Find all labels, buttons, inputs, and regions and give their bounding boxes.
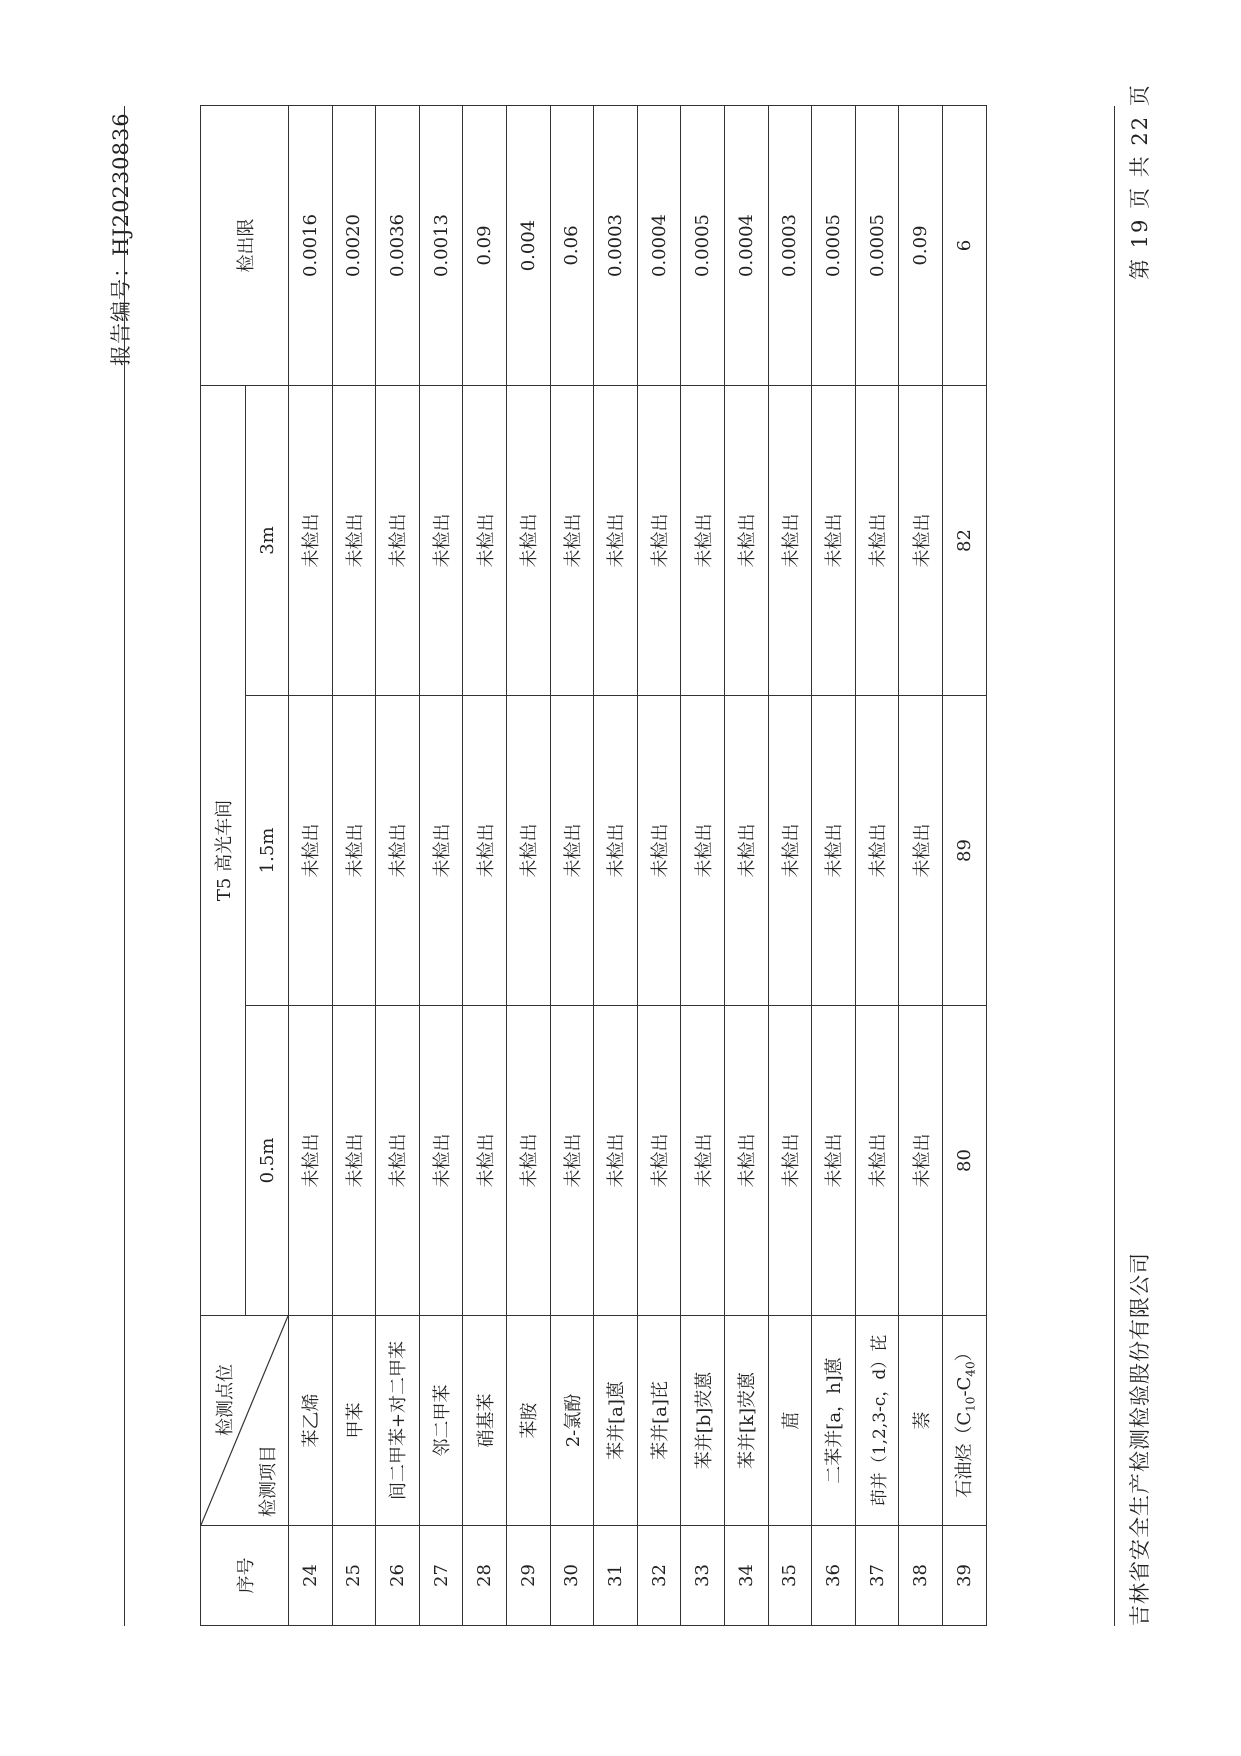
value-cell: 未检出 xyxy=(376,1006,420,1316)
value-cell: 未检出 xyxy=(855,696,899,1006)
diagonal-header-cell xyxy=(201,1316,289,1526)
table-row xyxy=(942,106,986,1626)
value-cell: 未检出 xyxy=(506,696,550,1006)
limit-cell: 0.0005 xyxy=(681,106,725,386)
value-cell: 未检出 xyxy=(594,386,638,696)
value-cell: 未检出 xyxy=(855,1006,899,1316)
seq-cell: 31 xyxy=(594,1526,638,1626)
item-cell: 苯胺 xyxy=(506,1316,550,1526)
limit-cell: 0.0013 xyxy=(419,106,463,386)
company-name: 吉林省安全生产检测检验股份有限公司 xyxy=(1128,1252,1152,1626)
table-row xyxy=(550,106,594,1626)
value-cell: 未检出 xyxy=(899,386,943,696)
table-row xyxy=(376,106,420,1626)
item-text: ） xyxy=(954,1343,976,1362)
seq-cell: 37 xyxy=(855,1526,899,1626)
limit-cell: 0.0016 xyxy=(289,106,333,386)
value-cell: 未检出 xyxy=(637,386,681,696)
value-cell: 89 xyxy=(942,696,986,1006)
footer-rule xyxy=(1114,106,1115,1626)
value-cell: 未检出 xyxy=(463,1006,507,1316)
value-cell: 未检出 xyxy=(550,696,594,1006)
seq-cell: 25 xyxy=(332,1526,376,1626)
limit-cell: 0.09 xyxy=(899,106,943,386)
seq-cell: 38 xyxy=(899,1526,943,1626)
value-cell: 未检出 xyxy=(899,1006,943,1316)
table-row xyxy=(594,106,638,1626)
group-header: T5 高光车间 xyxy=(201,386,246,1316)
seq-cell: 24 xyxy=(289,1526,333,1626)
value-cell: 未检出 xyxy=(637,696,681,1006)
seq-cell: 32 xyxy=(637,1526,681,1626)
limit-cell: 6 xyxy=(942,106,986,386)
limit-cell: 0.0005 xyxy=(812,106,856,386)
value-cell: 未检出 xyxy=(812,1006,856,1316)
limit-cell: 0.0004 xyxy=(724,106,768,386)
results-table xyxy=(200,105,987,1626)
value-cell: 未检出 xyxy=(550,1006,594,1316)
item-cell: 甲苯 xyxy=(332,1316,376,1526)
value-cell: 未检出 xyxy=(724,1006,768,1316)
seq-cell: 26 xyxy=(376,1526,420,1626)
item-cell: 苯并[a]蒽 xyxy=(594,1316,638,1526)
value-cell: 未检出 xyxy=(594,696,638,1006)
value-cell: 未检出 xyxy=(419,1006,463,1316)
item-cell: 苯并[k]荧蒽 xyxy=(724,1316,768,1526)
item-cell: 苯乙烯 xyxy=(289,1316,333,1526)
col-limit-header: 检出限 xyxy=(201,106,289,386)
value-cell: 未检出 xyxy=(289,1006,333,1316)
table-row xyxy=(419,106,463,1626)
value-cell: 未检出 xyxy=(724,696,768,1006)
item-cell: 邻二甲苯 xyxy=(419,1316,463,1526)
seq-cell: 34 xyxy=(724,1526,768,1626)
seq-cell: 27 xyxy=(419,1526,463,1626)
seq-cell: 33 xyxy=(681,1526,725,1626)
limit-cell: 0.004 xyxy=(506,106,550,386)
value-cell: 未检出 xyxy=(463,696,507,1006)
table-row xyxy=(506,106,550,1626)
table-row xyxy=(681,106,725,1626)
limit-cell: 0.0020 xyxy=(332,106,376,386)
seq-cell: 30 xyxy=(550,1526,594,1626)
item-cell: 2-氯酚 xyxy=(550,1316,594,1526)
limit-cell: 0.09 xyxy=(463,106,507,386)
value-cell: 未检出 xyxy=(332,386,376,696)
value-cell: 未检出 xyxy=(681,696,725,1006)
table-row xyxy=(768,106,812,1626)
item-cell: 䓛 xyxy=(768,1316,812,1526)
value-cell: 未检出 xyxy=(724,386,768,696)
value-cell: 未检出 xyxy=(332,696,376,1006)
item-text: 石油烃（C xyxy=(954,1411,976,1498)
diag-item-label: 检测项目 xyxy=(258,1445,279,1517)
value-cell: 未检出 xyxy=(419,696,463,1006)
height-header: 0.5m xyxy=(246,1006,289,1316)
value-cell: 未检出 xyxy=(289,386,333,696)
value-cell: 82 xyxy=(942,386,986,696)
height-header: 3m xyxy=(246,386,289,696)
col-seq-header: 序号 xyxy=(201,1526,289,1626)
seq-cell: 29 xyxy=(506,1526,550,1626)
table-header-row xyxy=(201,106,246,1626)
report-number: 报告编号：HJ20230836 xyxy=(109,112,133,366)
table-row xyxy=(289,106,333,1626)
value-cell: 未检出 xyxy=(376,696,420,1006)
table-row xyxy=(332,106,376,1626)
value-cell: 未检出 xyxy=(812,696,856,1006)
seq-cell: 28 xyxy=(463,1526,507,1626)
table-row xyxy=(855,106,899,1626)
value-cell: 未检出 xyxy=(812,386,856,696)
table-row xyxy=(637,106,681,1626)
value-cell: 未检出 xyxy=(419,386,463,696)
item-cell: 苯并[a]芘 xyxy=(637,1316,681,1526)
value-cell: 未检出 xyxy=(855,386,899,696)
item-cell xyxy=(942,1316,986,1526)
height-header: 1.5m xyxy=(246,696,289,1006)
limit-cell: 0.0004 xyxy=(637,106,681,386)
value-cell: 未检出 xyxy=(899,696,943,1006)
item-cell: 苯并[b]荧蒽 xyxy=(681,1316,725,1526)
item-text: -C xyxy=(954,1376,976,1397)
value-cell: 未检出 xyxy=(681,386,725,696)
diag-point-label: 检测点位 xyxy=(215,1364,236,1436)
value-cell: 未检出 xyxy=(681,1006,725,1316)
table-row xyxy=(463,106,507,1626)
value-cell: 未检出 xyxy=(506,386,550,696)
seq-cell: 36 xyxy=(812,1526,856,1626)
item-subscript: 10 xyxy=(964,1396,978,1412)
item-cell: 二苯并[a，h]蒽 xyxy=(812,1316,856,1526)
value-cell: 未检出 xyxy=(463,386,507,696)
value-cell: 未检出 xyxy=(376,386,420,696)
value-cell: 未检出 xyxy=(594,1006,638,1316)
value-cell: 未检出 xyxy=(768,386,812,696)
value-cell: 80 xyxy=(942,1006,986,1316)
item-cell: 茚并（1,2,3-c，d）芘 xyxy=(855,1316,899,1526)
table-row xyxy=(724,106,768,1626)
value-cell: 未检出 xyxy=(637,1006,681,1316)
table-row xyxy=(899,106,943,1626)
header-rule xyxy=(124,106,125,1626)
value-cell: 未检出 xyxy=(768,1006,812,1316)
seq-cell: 35 xyxy=(768,1526,812,1626)
value-cell: 未检出 xyxy=(550,386,594,696)
limit-cell: 0.0005 xyxy=(855,106,899,386)
value-cell: 未检出 xyxy=(768,696,812,1006)
item-subscript: 40 xyxy=(964,1361,978,1377)
item-cell: 萘 xyxy=(899,1316,943,1526)
value-cell: 未检出 xyxy=(289,696,333,1006)
limit-cell: 0.0003 xyxy=(768,106,812,386)
item-cell: 硝基苯 xyxy=(463,1316,507,1526)
limit-cell: 0.06 xyxy=(550,106,594,386)
limit-cell: 0.0036 xyxy=(376,106,420,386)
table-row xyxy=(812,106,856,1626)
value-cell: 未检出 xyxy=(332,1006,376,1316)
limit-cell: 0.0003 xyxy=(594,106,638,386)
page-number: 第 19 页 共 22 页 xyxy=(1128,83,1152,280)
item-cell: 间二甲苯+对二甲苯 xyxy=(376,1316,420,1526)
seq-cell: 39 xyxy=(942,1526,986,1626)
value-cell: 未检出 xyxy=(506,1006,550,1316)
